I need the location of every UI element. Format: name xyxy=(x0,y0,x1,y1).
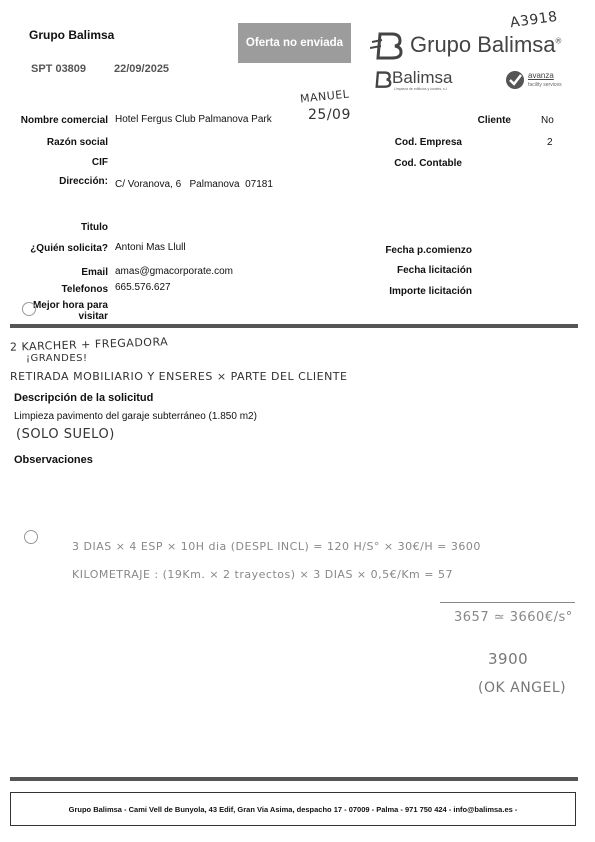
handwritten-name: MANUEL xyxy=(299,87,350,106)
label-fecha-licitacion: Fecha licitación xyxy=(396,265,472,276)
label-cod-contable: Cod. Contable xyxy=(394,158,462,169)
handwritten-note-line3: RETIRADA MOBILIARIO Y ENSERES × PARTE DEL CLIENTE xyxy=(10,370,348,383)
description-text: Limpieza pavimento del garaje subterráneo (1.850 m2) xyxy=(14,411,257,422)
handwritten-solo-suelo: (SOLO SUELO) xyxy=(16,427,115,442)
document-number: SPT 03809 xyxy=(31,63,87,75)
label-razon-social: Razón social xyxy=(46,137,108,148)
punch-hole-top xyxy=(22,302,36,316)
label-cod-empresa: Cod. Empresa xyxy=(394,137,462,148)
value-cod-empresa: 2 xyxy=(547,137,553,148)
handwritten-code: A3918 xyxy=(509,8,559,32)
value-direccion: C/ Voranova, 6 Palmanova 07181 xyxy=(115,179,273,190)
description-title: Descripción de la solicitud xyxy=(14,392,154,404)
logo-avanza xyxy=(505,70,575,94)
value-nombre-comercial: Hotel Fergus Club Palmanova Park xyxy=(115,114,272,125)
label-titulo: Titulo xyxy=(80,222,108,233)
balimsa-b-icon xyxy=(370,30,404,60)
punch-hole-bottom xyxy=(24,530,38,544)
label-mejor-hora: Mejor hora para visitar xyxy=(32,300,108,322)
handwritten-note-line2: ¡GRANDES! xyxy=(26,353,88,364)
label-telefonos: Telefonos xyxy=(61,284,108,295)
avanza-text: avanza xyxy=(528,71,554,80)
value-quien-solicita: Antoni Mas Llull xyxy=(115,242,186,253)
handwritten-note-line1: 2 KARCHER + FREGADORA xyxy=(9,335,169,354)
logo-main-text: Grupo Balimsa xyxy=(410,32,556,57)
label-email: Email xyxy=(81,267,108,278)
handwritten-calc-line2: KILOMETRAJE : (19Km. × 2 trayectos) × 3 DIAS × 0,5€/Km = 57 xyxy=(72,568,453,581)
label-cif: CIF xyxy=(91,157,108,168)
label-importe-licitacion: Importe licitación xyxy=(389,286,472,297)
section-divider-bottom xyxy=(10,777,578,781)
label-direccion: Dirección: xyxy=(59,176,108,187)
handwritten-calc-line1: 3 DIAS × 4 ESP × 10H dia (DESPL INCL) = 120 H/S° × 30€/H = 3600 xyxy=(72,540,481,553)
logo-sub-text: Balimsa xyxy=(392,68,453,87)
footer-text: Grupo Balimsa - Cami Vell de Bunyola, 43 Edif, Gran Via Asima, despacho 17 - 07009 - Palma - 971 750 424 - info@balimsa.es - xyxy=(68,804,518,814)
handwritten-calc-line5: (OK ANGEL) xyxy=(478,680,567,696)
status-badge xyxy=(238,23,351,63)
logo-grupo-balimsa xyxy=(370,30,575,62)
footer-box xyxy=(10,792,576,826)
handwritten-sum-line xyxy=(440,602,575,603)
document-date: 22/09/2025 xyxy=(114,63,170,75)
label-nombre-comercial: Nombre comercial xyxy=(20,115,108,126)
handwritten-date: 25/09 xyxy=(308,107,351,123)
observations-title: Observaciones xyxy=(14,454,93,466)
logo-balimsa xyxy=(370,70,470,94)
company-name: Grupo Balimsa xyxy=(29,28,115,42)
value-cliente: No xyxy=(541,115,554,126)
value-email: amas@gmacorporate.com xyxy=(115,266,233,277)
section-divider-top xyxy=(10,324,578,328)
label-fecha-comienzo: Fecha p.comienzo xyxy=(385,245,472,256)
logo-trademark: ® xyxy=(555,36,562,46)
label-quien-solicita: ¿Quién solicita? xyxy=(30,243,108,254)
value-telefonos: 665.576.627 xyxy=(115,282,171,293)
handwritten-calc-line3: 3657 ≃ 3660€/s° xyxy=(454,610,573,625)
balimsa-small-b-icon xyxy=(372,70,392,88)
logo-sub-tagline: Limpieza de edificios y locales, s.l. xyxy=(394,87,448,91)
handwritten-calc-line4: 3900 xyxy=(488,650,529,668)
status-badge-label: Oferta no enviada xyxy=(245,37,344,49)
avanza-check-icon xyxy=(505,70,525,90)
avanza-tagline: facility services xyxy=(528,82,562,88)
label-cliente: Cliente xyxy=(477,115,511,126)
